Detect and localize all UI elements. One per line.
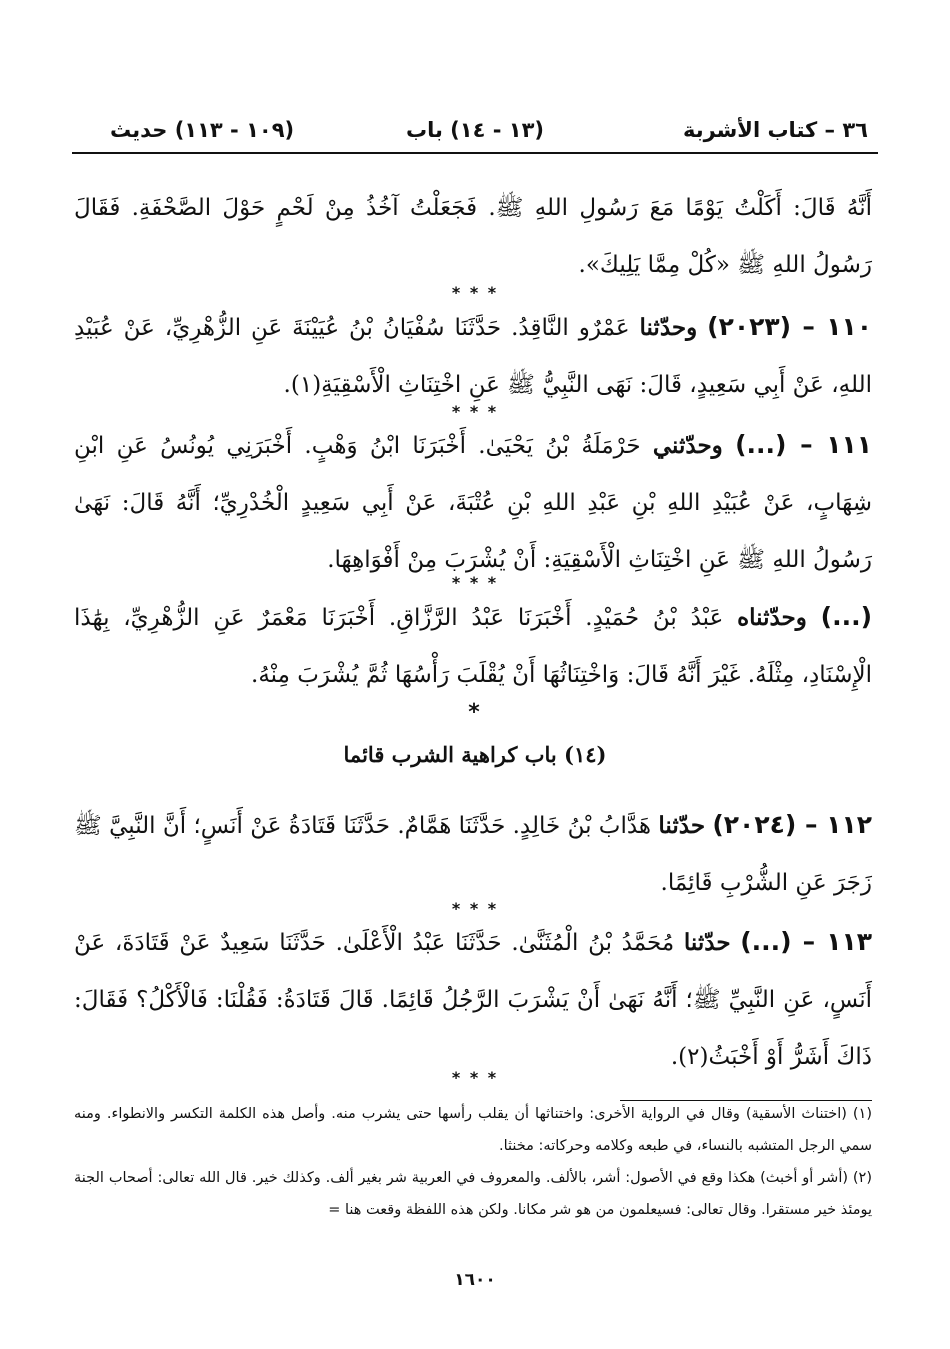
hadith-number: (...) — [820, 602, 872, 631]
running-header — [72, 118, 878, 152]
section-separator: * * * — [451, 573, 499, 592]
hadith-number: ١١١ – (...) — [735, 430, 873, 459]
hadith-text: هَدَّابُ بْنُ خَالِدٍ. حَدَّثَنَا هَمَّامٌ. حَدَّثَنَا قَتَادَةُ عَنْ أَنَسٍ؛ أَنَّ النَّبِيَّ ﷺ زَجَرَ عَنِ الشُّرْبِ قَائِمًا. — [74, 813, 872, 896]
page-number: ١٦٠٠ — [454, 1270, 496, 1290]
hadith-lead: حدّثنا — [683, 929, 731, 956]
section-separator: * * * — [451, 402, 499, 421]
header-hadith-range: (١٠٩ - ١١٣) حديث — [110, 118, 295, 142]
hadith-111-variant — [74, 588, 872, 704]
hadith-text: عَبْدُ بْنُ حُمَيْدٍ. أَخْبَرَنَا عَبْدُ الرَّزَّاقِ. أَخْبَرَنَا مَعْمَرٌ عَنِ الزُّهْرِيِّ، بِهَٰذَا الْإِسْنَادِ، مِثْلَهُ. غَيْرَ أَنَّهُ قَالَ: وَاخْتِنَاثُهَا أَنْ يُقْلَبَ رَأْسُهَا ثُمَّ يُشْرَبَ مِنْهُ. — [74, 605, 872, 688]
section-separator: * * * — [451, 899, 499, 918]
hadith-text: مُحَمَّدُ بْنُ الْمُثَنَّىٰ. حَدَّثَنَا عَبْدُ الْأَعْلَىٰ. حَدَّثَنَا سَعِيدٌ عَنْ قَتَادَةَ، عَنْ أَنَسٍ، عَنِ النَّبِيِّ ﷺ؛ أَنَّهُ نَهَىٰ أَنْ يَشْرَبَ الرَّجُلُ قَائِمًا. قَالَ قَتَادَةُ: فَقُلْنَا: فَالْأَكْلُ؟ فَقَالَ: ذَاكَ أَشَرُّ أَوْ أَخْبَثُ(٢). — [74, 930, 872, 1070]
paragraph-continuation — [74, 180, 872, 294]
header-divider — [72, 152, 878, 154]
chapter-heading: (١٤) باب كراهية الشرب قائما — [343, 742, 607, 767]
footnotes — [74, 1098, 872, 1226]
hadith-110 — [74, 298, 872, 414]
hadith-number: ١١٠ – (٢٠٢٣) — [707, 312, 873, 341]
hadith-lead: وحدّثني — [652, 432, 723, 459]
hadith-111 — [74, 416, 872, 589]
footnote-2: (٢) (أشر أو أخبث) هكذا وقع في الأصول: أشر، بالألف. والمعروف في العربية شر بغير ألف. وكذلك خير. قال الله تعالى: أصحاب الجنة يومئذ خير مستقرا. وقال تعالى: فسيعلمون من هو شر مكانا. ولكن هذه اللفظة وقعت هنا = — [74, 1170, 872, 1218]
hadith-number: ١١٣ – (...) — [740, 927, 872, 956]
section-separator: * * * — [451, 283, 499, 302]
chapter-ornament: * — [468, 700, 482, 725]
hadith-lead: وحدّثناه — [737, 604, 807, 631]
hadith-112 — [74, 796, 872, 912]
hadith-lead: حدّثنا — [658, 812, 706, 839]
header-book-title: ٣٦ – كتاب الأشربة — [682, 118, 868, 142]
footnote-1: (١) (اختناث الأسقية) وقال في الرواية الأخرى: واختناثها أن يقلب رأسها حتى يشرب منه. وأصل هذه الكلمة التكسر والانطواء. ومنه سمي الرجل المتشبه بالنساء، في طبعه وكلامه وحركاته: مخنثا. — [74, 1106, 872, 1154]
hadith-lead: وحدّثنا — [639, 314, 698, 341]
section-separator: * * * — [451, 1068, 499, 1087]
hadith-number: ١١٢ – (٢٠٢٤) — [712, 810, 872, 839]
hadith-113 — [74, 913, 872, 1086]
header-chapter-range: (١٣ - ١٤) باب — [405, 118, 545, 142]
hadith-text: حَرْمَلَةُ بْنُ يَحْيَىٰ. أَخْبَرَنَا ابْنُ وَهْبٍ. أَخْبَرَنِي يُونُسُ عَنِ ابْنِ شِهَابٍ، عَنْ عُبَيْدِ اللهِ بْنِ عَبْدِ اللهِ بْنِ عُتْبَةَ، عَنْ أَبِي سَعِيدٍ الْخُدْرِيِّ؛ أَنَّهُ قَالَ: نَهَىٰ رَسُولُ اللهِ ﷺ عَنِ اخْتِنَاثِ الْأَسْقِيَةِ: أَنْ يُشْرَبَ مِنْ أَفْوَاهِهَا. — [74, 433, 872, 573]
paragraph-text: أَنَّهُ قَالَ: أَكَلْتُ يَوْمًا مَعَ رَسُولِ اللهِ ﷺ. فَجَعَلْتُ آخُذُ مِنْ لَحْمٍ حَوْلَ الصَّحْفَةِ. فَقَالَ رَسُولُ اللهِ ﷺ «كُلْ مِمَّا يَلِيكَ». — [74, 195, 872, 278]
hadith-text: عَمْرٌو النَّاقِدُ. حَدَّثَنَا سُفْيَانُ بْنُ عُيَيْنَةَ عَنِ الزُّهْرِيِّ، عَنْ عُبَيْدِ اللهِ، عَنْ أَبِي سَعِيدٍ، قَالَ: نَهَى النَّبِيُّ ﷺ عَنِ اخْتِنَاثِ الْأَسْقِيَةِ(١). — [74, 315, 872, 398]
